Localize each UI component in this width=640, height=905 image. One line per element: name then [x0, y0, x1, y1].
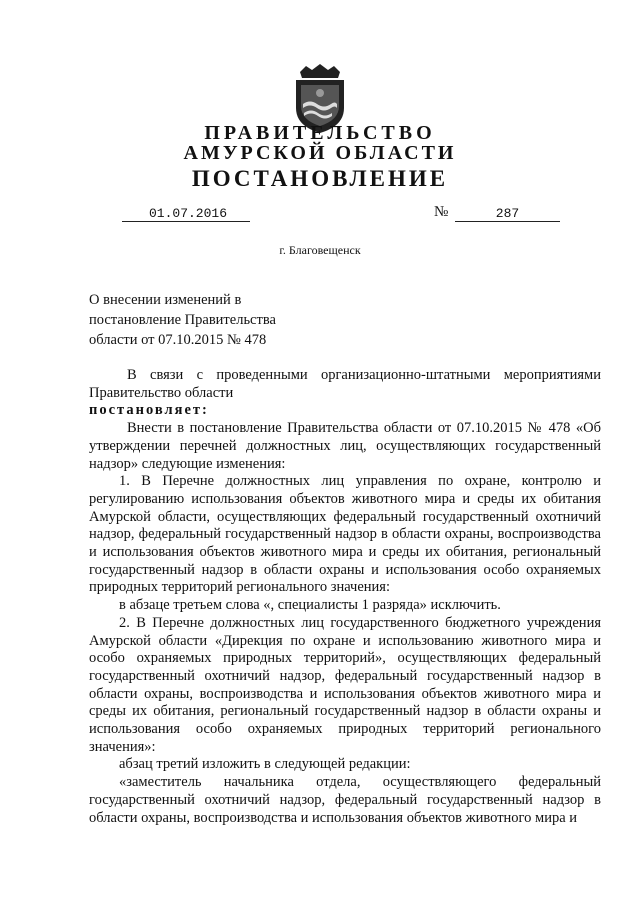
item-2-paragraph: 2. В Перечне должностных лиц государственного бюджетного учреждения Амурской области «Дирекция по охране и использованию животного мира и особо охраняемых природных территорий», осуществляющих федеральный государственный охотничий надзор, федеральный государственный надзор в области охраны, воспроизводства и использования объектов животного мира и среды их обитания, региональный государственный надзор в области охраны и использования особо охраняемых природных территорий регионального значения»:	[89, 614, 601, 755]
subject-line: О внесении изменений в	[89, 292, 242, 308]
item-2-instruction: абзац третий изложить в следующей редакции:	[119, 756, 411, 773]
document-body	[89, 367, 601, 827]
subject-line: постановление Правительства	[89, 312, 276, 328]
document-type: ПОСТАНОВЛЕНИЕ	[191, 166, 449, 191]
region-title: АМУРСКОЙ ОБЛАСТИ	[183, 142, 457, 164]
preamble-paragraph: В связи с проведенными организационно-штатными мероприятиями Правительство области	[89, 367, 601, 401]
document-date: 01.07.2016	[122, 206, 250, 222]
number-label: №	[434, 204, 449, 220]
subject-block	[89, 290, 319, 350]
document-number: 287	[455, 206, 560, 222]
item-1-change: в абзаце третьем слова «, специалисты 1 разряда» исключить.	[119, 597, 501, 614]
item-2-new-text: «заместитель начальника отдела, осуществляющего федеральный государственный охотничий надзор, федеральный государственный надзор в области охраны, воспроизводства и использования объектов животного мира и	[89, 774, 601, 826]
city-line: г. Благовещенск	[279, 243, 361, 257]
subject-line: области от 07.10.2015 № 478	[89, 332, 267, 348]
government-title: ПРАВИТЕЛЬСТВО	[204, 122, 436, 144]
intro-paragraph: Внести в постановление Правительства области от 07.10.2015 № 478 «Об утверждении перечней должностных лиц, осуществляющих государственный надзор» следующие изменения:	[89, 420, 601, 472]
resolves-word: постановляет:	[89, 402, 209, 419]
item-1-paragraph: 1. В Перечне должностных лиц управления по охране, контролю и регулированию использования объектов животного мира и среды их обитания Амурской области, осуществляющих федеральный государственный охотничий надзор, федеральный государственный надзор в области охраны, воспроизводства и использования объектов животного мира и среды их обитания, региональный государственный надзор в области охраны и использования особо охраняемых природных территорий регионального значения:	[89, 473, 601, 596]
